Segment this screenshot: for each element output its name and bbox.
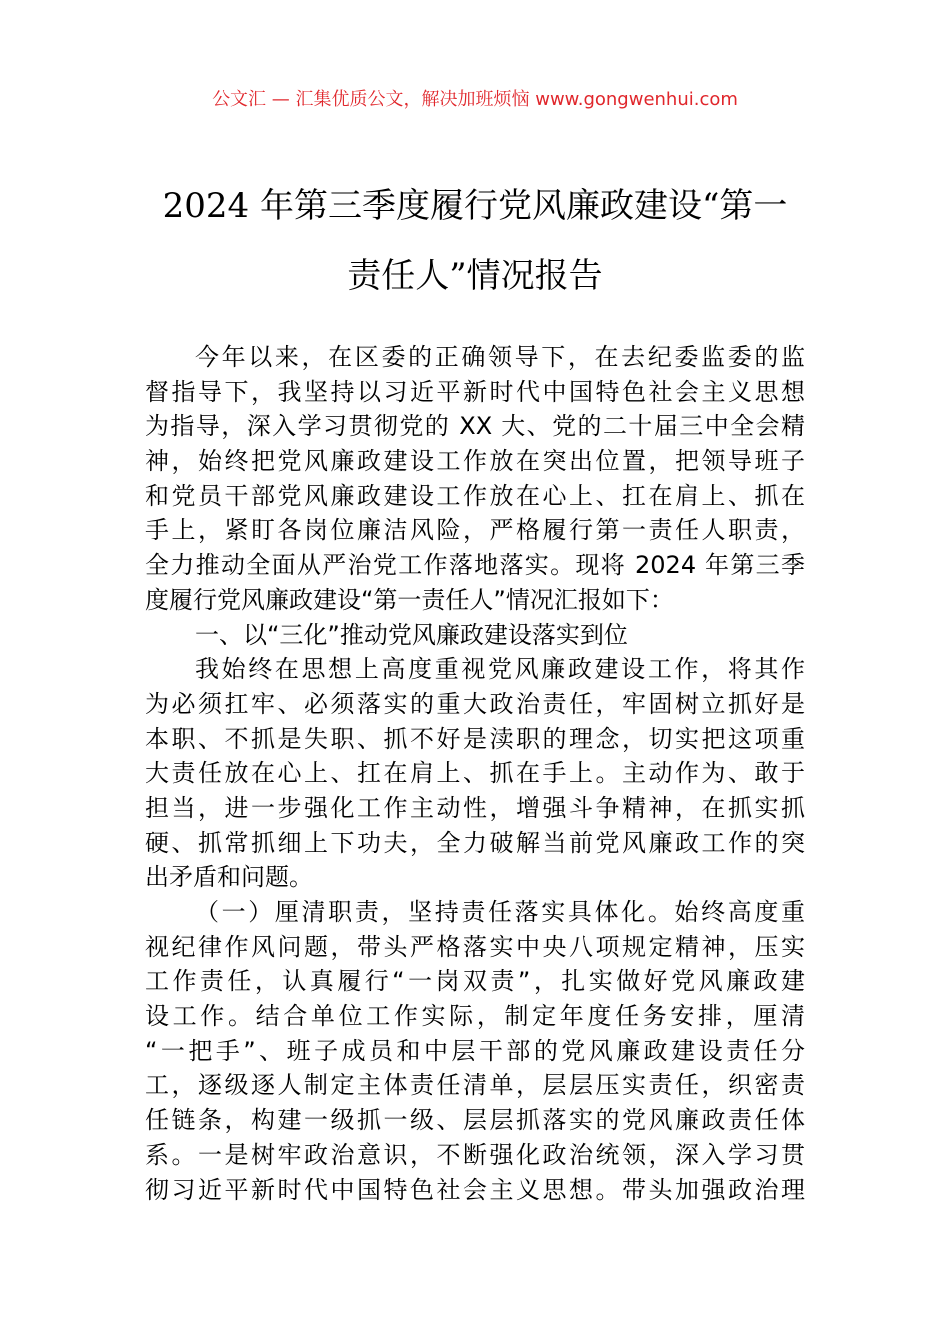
text-line: 大责任放在心上、扛在肩上、抓在手上。主动作为、敢于: [145, 759, 805, 788]
text-line: 和党员干部党风廉政建设工作放在心上、扛在肩上、抓在: [145, 481, 805, 510]
text-line: 视纪律作风问题，带头严格落实中央八项规定精神，压实: [145, 932, 805, 961]
text-line: 手上，紧盯各岗位廉洁风险，严格履行第一责任人职责，: [145, 516, 805, 545]
text-line: 为必须扛牢、必须落实的重大政治责任，牢固树立抓好是: [145, 689, 805, 718]
paragraph: [145, 340, 805, 618]
text-line: 为指导，深入学习贯彻党的 XX 大、党的二十届三中全会精: [145, 412, 805, 441]
document-body: [145, 340, 805, 1207]
text-line: 任链条，构建一级抓一级、层层抓落实的党风廉政责任体: [145, 1106, 805, 1135]
text-line: 担当，进一步强化工作主动性，增强斗争精神，在抓实抓: [145, 793, 805, 822]
text-line: 出矛盾和问题。: [145, 863, 313, 892]
text-line: 我始终在思想上高度重视党风廉政建设工作，将其作: [195, 655, 805, 684]
text-line: 度履行党风廉政建设“第一责任人”情况汇报如下：: [145, 585, 674, 614]
document-title-line-2: 责任人”情况报告: [347, 256, 603, 296]
text-line: 今年以来，在区委的正确领导下，在去纪委监委的监: [195, 343, 805, 371]
text-line: 工，逐级逐人制定主体责任清单，层层压实责任，织密责: [145, 1071, 805, 1100]
paragraph: [145, 652, 805, 895]
text-line: 全力推动全面从严治党工作落地落实。现将 2024 年第三季: [145, 551, 805, 580]
section-heading: [145, 618, 805, 653]
text-line: 工作责任，认真履行“一岗双责”，扎实做好党风廉政建: [145, 967, 805, 996]
text-line: 本职、不抓是失职、抓不好是渎职的理念，切实把这项重: [145, 724, 805, 753]
text-line: 彻习近平新时代中国特色社会主义思想。带头加强政治理: [145, 1175, 805, 1204]
text-line: “一把手”、班子成员和中层干部的党风廉政建设责任分: [145, 1036, 805, 1065]
text-line: （一）厘清职责，坚持责任落实具体化。始终高度重: [195, 898, 805, 926]
text-line: 系。一是树牢政治意识，不断强化政治统领，深入学习贯: [145, 1140, 805, 1169]
text-line: 设工作。结合单位工作实际，制定年度任务安排，厘清: [145, 1002, 805, 1031]
site-watermark-header: 公文汇 — 汇集优质公文，解决加班烦恼 www.gongwenhui.com: [212, 89, 738, 110]
document-title-line-1: 2024 年第三季度履行党风廉政建设“第一: [162, 186, 788, 226]
text-line: 硬、抓常抓细上下功夫，全力破解当前党风廉政工作的突: [145, 828, 805, 857]
text-line: 一、以“三化”推动党风廉政建设落实到位: [195, 620, 628, 649]
text-line: 神，始终把党风廉政建设工作放在突出位置，把领导班子: [145, 447, 805, 476]
text-line: 督指导下，我坚持以习近平新时代中国特色社会主义思想: [145, 377, 805, 406]
paragraph: [145, 895, 805, 1207]
